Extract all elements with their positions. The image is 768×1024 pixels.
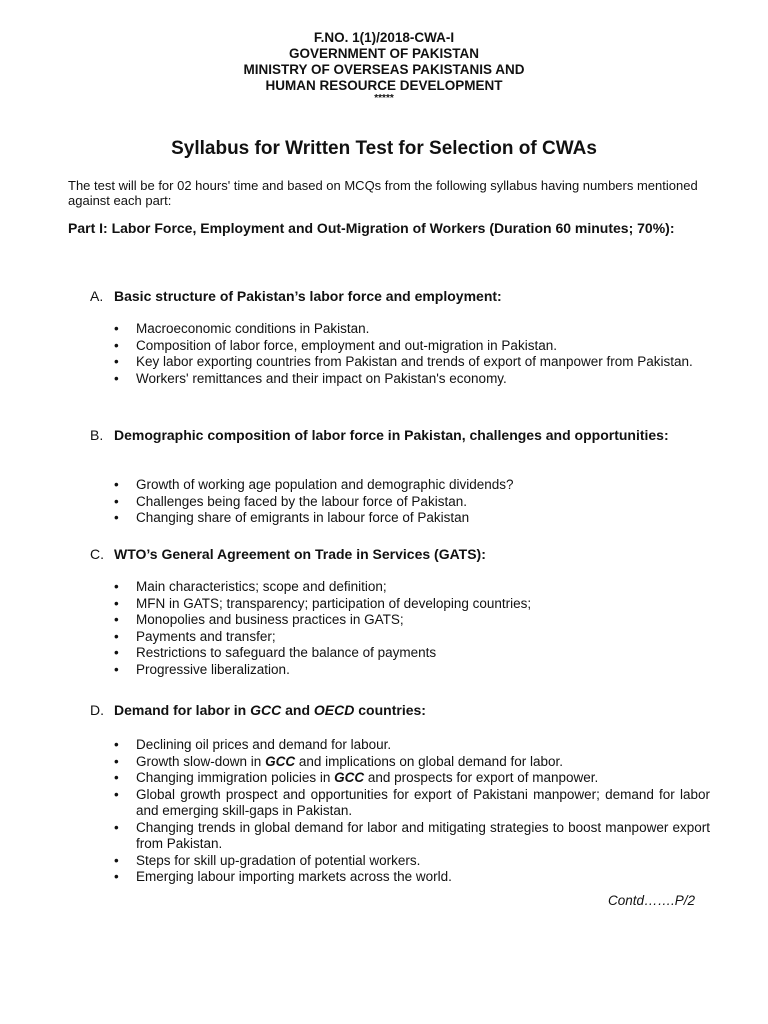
stars-divider: ***** (374, 93, 394, 104)
ministry-line: MINISTRY OF OVERSEAS PAKISTANIS AND (243, 62, 525, 77)
item-text: Changing immigration policies in (136, 770, 335, 785)
section-d-list (114, 737, 710, 886)
list-item: • Emerging labour importing markets across the world. (114, 869, 710, 886)
list-item: • Changing share of emigrants in labour force of Pakistan (114, 510, 710, 527)
item-text: and implications on global demand for labor. (295, 753, 563, 769)
section-heading (114, 702, 710, 719)
list-item: • Global growth prospect and opportunities for export of Pakistani manpower; demand for labor and emerging skill-gaps in Pakistan. (114, 787, 710, 820)
page-title: Syllabus for Written Test for Selection of CWAs (171, 138, 597, 159)
section-a-list (114, 321, 710, 387)
section-c-list (114, 579, 710, 678)
section-heading: Demographic composition of labor force in Pakistan, challenges and opportunities: (114, 427, 669, 443)
list-item: • Macroeconomic conditions in Pakistan. (114, 321, 710, 338)
list-item: • Monopolies and business practices in GATS; (114, 612, 710, 629)
section-letter: C. (90, 546, 104, 562)
list-item: • Key labor exporting countries from Pakistan and trends of export of manpower from Pakistan. (114, 354, 710, 371)
intro-paragraph: The test will be for 02 hours' time and based on MCQs from the following syllabus having numbers mentioned against each part: (68, 178, 698, 208)
item-gcc: GCC (265, 753, 296, 769)
section-b (90, 427, 710, 444)
section-heading: WTO’s General Agreement on Trade in Services (GATS): (114, 546, 486, 562)
section-c (90, 546, 710, 563)
list-item: • Restrictions to safeguard the balance of payments (114, 645, 710, 662)
list-item (114, 770, 710, 787)
list-item (114, 754, 710, 771)
section-a (90, 288, 710, 305)
section-letter: A. (90, 288, 104, 304)
section-letter: D. (90, 702, 104, 718)
item-gcc: GCC (334, 770, 365, 785)
list-item: • Growth of working age population and demographic dividends? (114, 477, 710, 494)
heading-text: countries: (354, 702, 426, 718)
list-item: • Declining oil prices and demand for labour. (114, 737, 710, 754)
list-item: • Progressive liberalization. (114, 662, 710, 679)
ministry-line-2: HUMAN RESOURCE DEVELOPMENT (265, 78, 503, 93)
heading-oecd: OECD (313, 702, 355, 718)
section-heading: Basic structure of Pakistan’s labor force and employment: (114, 288, 502, 304)
list-item: • Changing trends in global demand for labor and mitigating strategies to boost manpower export from Pakistan. (114, 820, 710, 853)
section-b-list (114, 477, 710, 527)
continued-note: Contd…….P/2 (608, 893, 696, 908)
heading-gcc: GCC (250, 702, 282, 718)
file-number: F.NO. 1(1)/2018-CWA-I (313, 30, 455, 45)
list-item: • Composition of labor force, employment and out-migration in Pakistan. (114, 338, 710, 355)
letterhead (0, 30, 768, 104)
heading-text: and (281, 702, 314, 718)
item-text: and prospects for export of manpower. (364, 770, 599, 785)
section-letter: B. (90, 427, 104, 443)
section-d (90, 702, 710, 719)
government-line: GOVERNMENT OF PAKISTAN (288, 46, 479, 61)
list-item: • Challenges being faced by the labour force of Pakistan. (114, 494, 710, 511)
heading-text: Demand for labor in (114, 702, 251, 718)
part-heading: Part I: Labor Force, Employment and Out-Migration of Workers (Duration 60 minutes; 70%): (68, 220, 675, 236)
list-item: • Workers' remittances and their impact on Pakistan's economy. (114, 371, 710, 388)
list-item: • Payments and transfer; (114, 629, 710, 646)
list-item: • Steps for skill up-gradation of potential workers. (114, 853, 710, 870)
item-text: Growth slow-down in (136, 753, 266, 769)
list-item: • Main characteristics; scope and definition; (114, 579, 710, 596)
list-item: • MFN in GATS; transparency; participation of developing countries; (114, 596, 710, 613)
